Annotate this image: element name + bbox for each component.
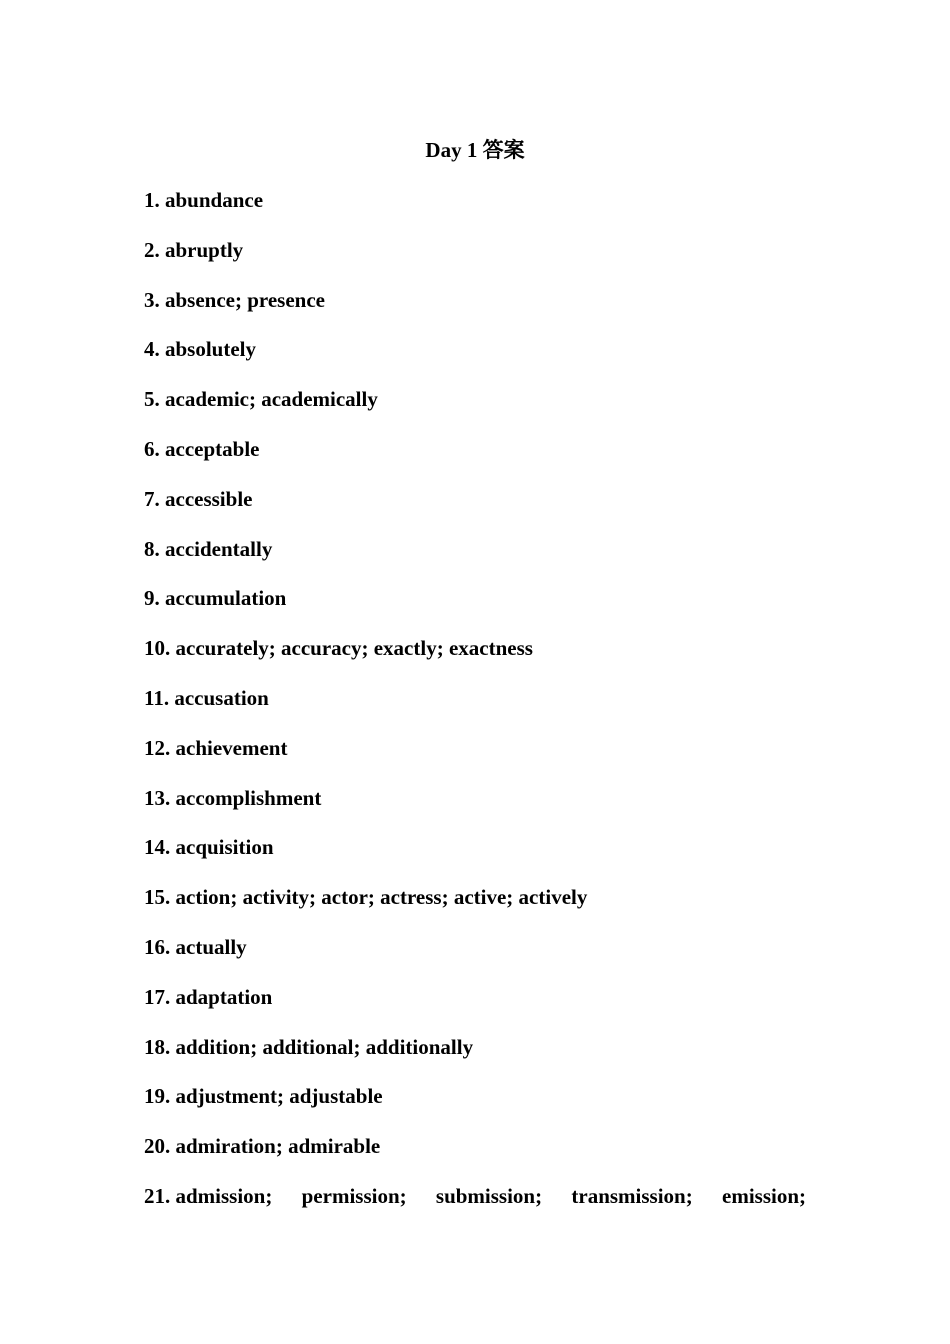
answer-item: 3. absence; presence [144,287,325,312]
answer-item: 11. accusation [144,685,269,710]
answer-part: submission; [435,1183,543,1208]
answer-part: permission; [301,1183,407,1208]
answer-item: 15. action; activity; actor; actress; active; actively [144,885,588,910]
answer-part: emission; [722,1183,806,1208]
answer-item: 20. admiration; admirable [144,1134,381,1159]
answer-item: 7. accessible [144,486,253,511]
answer-item: 14. acquisition [144,835,274,860]
answer-item: 17. adaptation [144,984,273,1009]
answer-item: 18. addition; additional; additionally [144,1034,474,1059]
answer-item: 10. accurately; accuracy; exactly; exactness [144,636,533,661]
answer-item-justified [144,1182,806,1232]
answer-item: 16. actually [144,934,247,959]
page-title: Day 1 答案 [425,138,525,162]
answer-item: 13. accomplishment [144,785,322,810]
answer-item: 2. abruptly [144,237,244,262]
answer-item: 5. academic; academically [144,387,378,412]
answer-part: 21. admission; [144,1183,273,1208]
answer-item: 1. abundance [144,188,264,212]
answer-item: 19. adjustment; adjustable [144,1084,383,1109]
answer-item: 4. absolutely [144,337,257,362]
answer-list [144,186,806,1232]
answer-part: transmission; [571,1183,693,1208]
answer-item: 6. acceptable [144,436,260,461]
answer-item: 12. achievement [144,735,288,760]
answer-item: 8. accidentally [144,536,273,561]
answer-item: 9. accumulation [144,586,287,611]
